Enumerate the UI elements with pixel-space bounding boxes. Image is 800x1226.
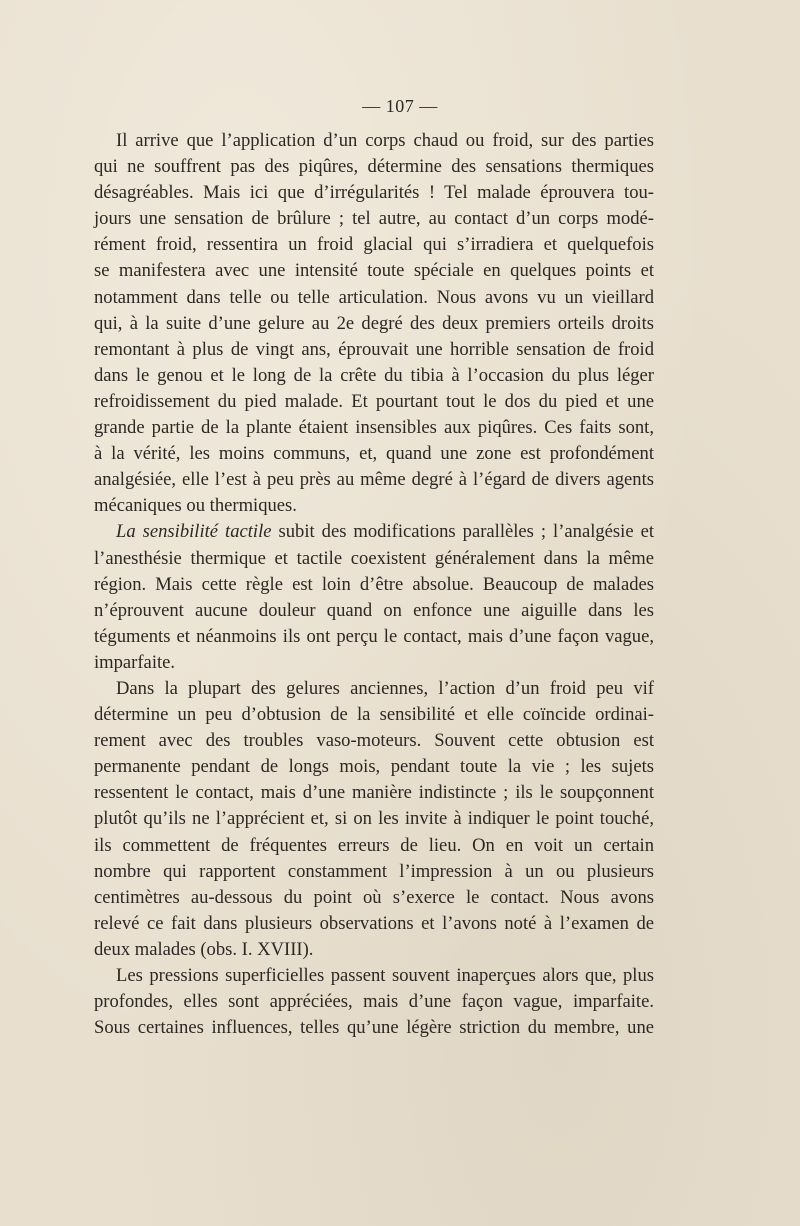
text-line: refroidissement du pied malade. Et pourtant tout le dos du pied et une: [94, 390, 654, 412]
text-line: notamment dans telle ou telle articulation. Nous avons vu un vieillard: [94, 286, 654, 308]
text-line: mécaniques ou thermiques.: [94, 495, 297, 517]
text-line: téguments et néanmoins ils ont perçu le contact, mais d’une façon vague,: [94, 625, 654, 647]
text-line: analgésiée, elle l’est à peu près au même degré à l’égard de divers agents: [94, 469, 654, 491]
text-line: n’éprouvent aucune douleur quand on enfonce une aiguille dans les: [94, 599, 654, 621]
text-line: imparfaite.: [94, 651, 176, 673]
text-line: ils commettent de fréquentes erreurs de lieu. On en voit un certain: [94, 834, 654, 856]
italic-lead: La sensibilité tactile: [116, 521, 272, 543]
page-number: — 107 —: [362, 96, 438, 116]
text-line: remontant à plus de vingt ans, éprouvait une horrible sensation de froid: [94, 338, 654, 360]
text-line: Il arrive que l’application d’un corps chaud ou froid, sur des parties: [116, 130, 654, 151]
text-line: [94, 519, 654, 545]
text-line: Sous certaines influences, telles qu’une légère striction du membre, une: [94, 1017, 654, 1039]
text-line: l’anesthésie thermique et tactile coexistent généralement dans la même: [94, 547, 654, 569]
text-line: relevé ce fait dans plusieurs observations et l’avons noté à l’examen de: [94, 912, 654, 934]
text-line: rément froid, ressentira un froid glacial qui s’irradiera et quelquefois: [94, 234, 654, 256]
text-line: deux malades (obs. I. XVIII).: [94, 938, 314, 960]
body-text: [94, 128, 654, 1041]
text-line: à la vérité, les moins communs, et, quand une zone est profondément: [94, 443, 654, 465]
text-line: Les pressions superficielles passent souvent inaperçues alors que, plus: [116, 965, 654, 986]
text-line: permanente pendant de longs mois, pendant toute la vie ; les sujets: [94, 756, 654, 778]
text-line: détermine un peu d’obtusion de la sensibilité et elle coïncide ordinai-: [94, 704, 654, 726]
text-line: centimètres au-dessous du point où s’exerce le contact. Nous avons: [94, 886, 654, 908]
text-line: jours une sensation de brûlure ; tel autre, au contact d’un corps modé-: [94, 208, 654, 230]
text-line: qui, à la suite d’une gelure au 2e degré des deux premiers orteils droits: [94, 312, 654, 334]
text-line: ressentent le contact, mais d’une manière indistincte ; ils le soupçonnent: [94, 782, 654, 804]
text-line: plutôt qu’ils ne l’apprécient et, si on les invite à indiquer le point touché,: [94, 808, 654, 830]
text-line: dans le genou et le long de la crête du tibia à l’occasion du plus léger: [94, 364, 654, 386]
text-line: qui ne souffrent pas des piqûres, détermine des sensations thermiques: [94, 156, 654, 178]
text-line-content: subit des modifications parallèles ; l’analgésie et: [271, 521, 654, 543]
text-line: rement avec des troubles vaso-moteurs. Souvent cette obtusion est: [94, 730, 654, 752]
text-line: désagréables. Mais ici que d’irrégularités ! Tel malade éprouvera tou-: [94, 182, 654, 204]
text-line: profondes, elles sont appréciées, mais d’une façon vague, imparfaite.: [94, 991, 654, 1013]
text-line: région. Mais cette règle est loin d’être absolue. Beaucoup de malades: [94, 573, 654, 595]
text-line: Dans la plupart des gelures anciennes, l’action d’un froid peu vif: [116, 677, 654, 699]
text-line: se manifestera avec une intensité toute spéciale en quelques points et: [94, 260, 654, 282]
text-line: nombre qui rapportent constamment l’impression à un ou plusieurs: [94, 860, 654, 882]
text-line: grande partie de la plante étaient insensibles aux piqûres. Ces faits sont,: [94, 417, 654, 439]
